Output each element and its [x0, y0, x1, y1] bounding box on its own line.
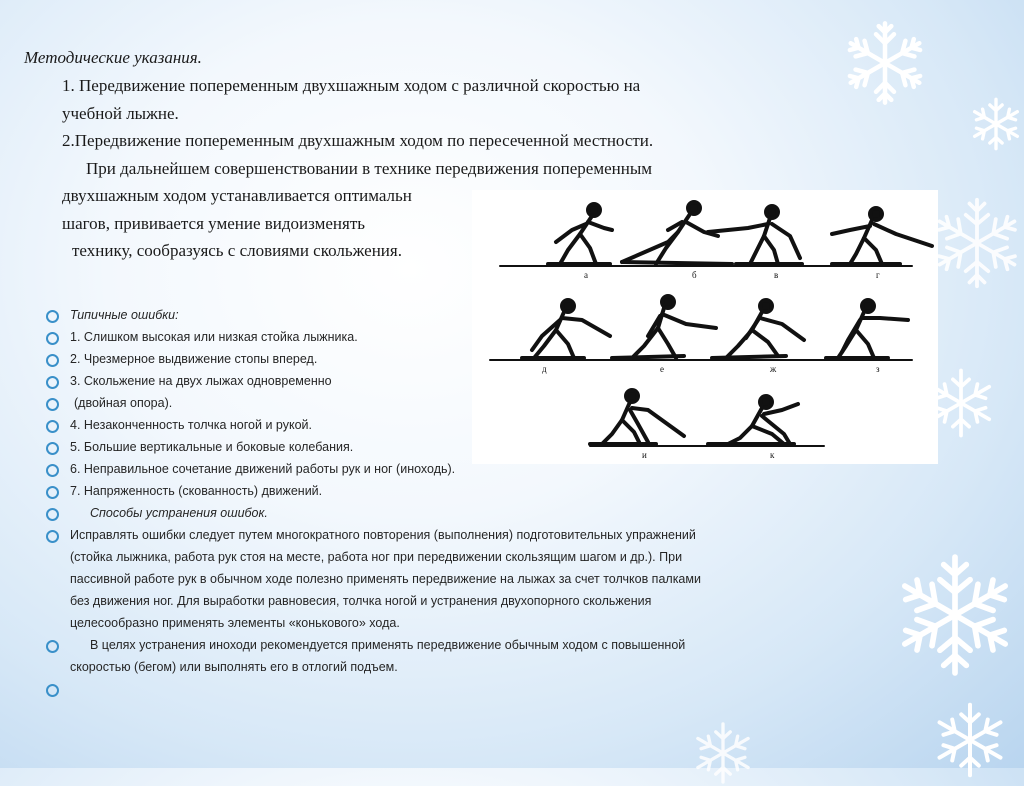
fix-1-line1: Исправлять ошибки следует путем многократного повторения (выполнения) подготовительных упражнений — [70, 528, 696, 542]
list-item — [44, 326, 834, 348]
figure-label: з — [876, 364, 880, 374]
bullet-icon — [46, 640, 59, 653]
snowflake-icon — [930, 700, 1010, 780]
method-item-1-line2: учебной лыжне. — [62, 103, 179, 123]
figure-label: к — [770, 450, 775, 460]
bullet-icon — [46, 398, 59, 411]
fix-2-line1: В целях устранения иноходи рекомендуется применять передвижение обычным ходом с повышенной — [90, 638, 686, 652]
bullet-icon — [46, 530, 59, 543]
snowflake-icon — [968, 96, 1024, 152]
bullet-icon — [46, 354, 59, 367]
list-item — [44, 634, 834, 678]
fix-2-line2: скоростью (бегом) или выполнять его в отлогий подъем. — [70, 660, 398, 674]
list-item — [44, 348, 834, 370]
method-item-1 — [24, 72, 784, 127]
method-item-2: 2.Передвижение попеременным двухшажным ходом по пересеченной местности. — [62, 131, 654, 150]
bullet-icon — [46, 684, 59, 697]
figure-label: б — [692, 270, 697, 280]
bullet-icon — [46, 442, 59, 455]
bullet-icon — [46, 508, 59, 521]
list-item — [44, 304, 834, 326]
list-item — [44, 392, 834, 414]
figure-label: е — [660, 364, 664, 374]
method-paragraph-line4: технику, сообразуясь с словиями скольжения. — [72, 241, 402, 260]
figure-label: ж — [770, 364, 777, 374]
figure-label: и — [642, 450, 647, 460]
error-7: 7. Напряженность (скованность) движений. — [70, 484, 323, 498]
error-3-continued: (двойная опора). — [74, 396, 173, 410]
fix-1-line4: без движения ног. Для выработки равновесия, толчка ногой и устранения двухопорного скольжения — [70, 594, 652, 608]
bullet-icon — [46, 464, 59, 477]
method-paragraph-line2: двухшажным ходом устанавливается оптимальн — [62, 186, 412, 205]
error-1: 1. Слишком высокая или низкая стойка лыжника. — [70, 330, 358, 344]
bullet-icon — [46, 332, 59, 345]
figure-label: г — [876, 270, 880, 280]
bullet-icon — [46, 376, 59, 389]
error-2: 2. Чрезмерное выдвижение стопы вперед. — [70, 352, 318, 366]
figure-label: д — [542, 364, 547, 374]
fix-title: Способы устранения ошибок. — [90, 506, 268, 520]
error-6: 6. Неправильное сочетание движений работы рук и ног (иноходь). — [70, 462, 456, 476]
list-item — [44, 414, 834, 436]
fix-1-line5: целесообразно применять элементы «конькового» хода. — [70, 616, 400, 630]
error-5: 5. Большие вертикальные и боковые колебания. — [70, 440, 354, 454]
error-4: 4. Незаконченность толчка ногой и рукой. — [70, 418, 312, 432]
list-item — [44, 370, 834, 392]
list-item — [44, 458, 834, 480]
list-item — [44, 502, 834, 524]
snowflake-icon — [892, 552, 1018, 678]
bullet-icon — [46, 486, 59, 499]
figure-label: а — [584, 270, 588, 280]
method-paragraph-line3: шагов, прививается умение видоизменять — [62, 213, 365, 233]
bullet-icon — [46, 420, 59, 433]
error-3: 3. Скольжение на двух лыжах одновременно — [70, 374, 332, 388]
snowflake-icon — [930, 196, 1024, 290]
figure-label: в — [774, 270, 779, 280]
fix-1-line2: (стойка лыжника, работа рук стоя на месте, работа ног при передвижении скользящим шагом и др.). При — [70, 550, 683, 564]
bullet-icon — [46, 310, 59, 323]
snowflake-icon — [690, 720, 756, 786]
errors-list — [44, 304, 834, 678]
method-title: Методические указания. — [24, 48, 202, 67]
fix-1-line3: пассивной работе рук в обычном ходе полезно применять передвижение на лыжах за счет толчков палками — [70, 572, 701, 586]
method-paragraph-line1: При дальнейшем совершенствовании в технике передвижения попеременным — [86, 158, 653, 178]
method-item-1-line1: 1. Передвижение попеременным двухшажным ходом с различной скоростью на — [62, 76, 641, 95]
list-item — [44, 480, 834, 502]
list-item — [44, 436, 834, 458]
errors-title: Типичные ошибки: — [70, 308, 179, 322]
list-item — [44, 524, 834, 634]
snowflake-icon — [840, 18, 930, 108]
